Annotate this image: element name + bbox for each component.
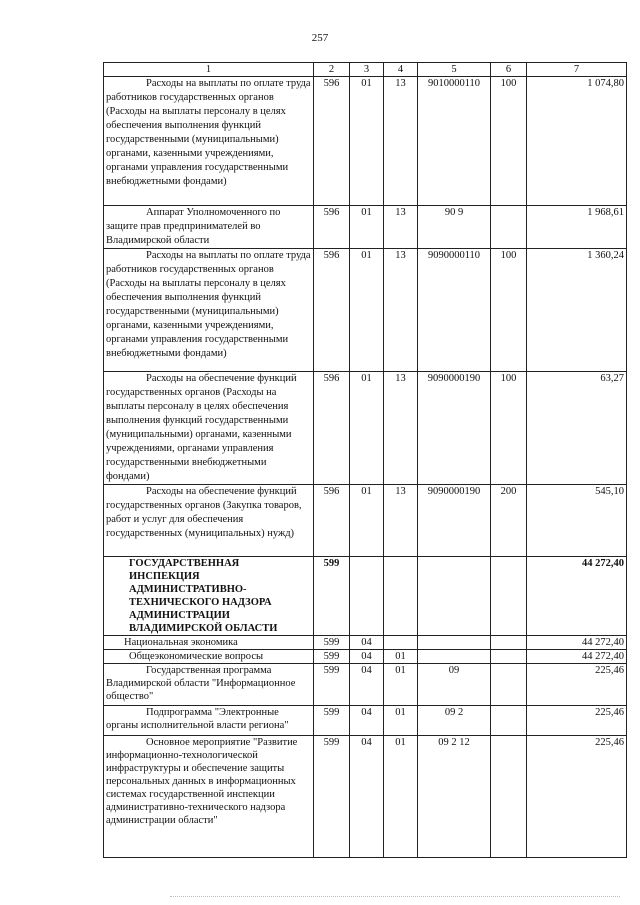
target-article-code: 9090000110 (418, 249, 491, 372)
column-header: 7 (527, 63, 627, 77)
ministry-code: 596 (314, 77, 350, 206)
section-code: 01 (350, 485, 384, 557)
expense-name: ГОСУДАРСТВЕННАЯ ИНСПЕКЦИЯ АДМИНИСТРАТИВНО-ТЕХНИЧЕСКОГО НАДЗОРА АДМИНИСТРАЦИИ ВЛАДИМИРСКОЙ ОБЛАСТИ (104, 557, 314, 636)
ministry-code: 596 (314, 249, 350, 372)
amount: 225,46 (527, 736, 627, 858)
section-code: 01 (350, 372, 384, 485)
expense-name: Основное мероприятие "Развитие информационно-технологической инфраструктуры и обеспечение защиты персональных данных в информационных системах государственной инспекции административно-технического надзора администрации области" (104, 736, 314, 858)
expense-name: Аппарат Уполномоченного по защите прав предпринимателей во Владимирской области (104, 206, 314, 249)
subsection-code: 01 (384, 664, 418, 706)
table-row (104, 736, 627, 858)
column-header: 6 (491, 63, 527, 77)
expense-type-code (491, 557, 527, 636)
table-row (104, 485, 627, 557)
ministry-code: 599 (314, 736, 350, 858)
expense-name: Расходы на выплаты по оплате труда работников государственных органов (Расходы на выплаты персоналу в целях обеспечения выполнения функций государственными (муниципальными) органами, казенными учреждениями, органами управления государственными внебюджетными фондами) (104, 249, 314, 372)
target-article-code: 09 2 (418, 706, 491, 736)
expense-type-code (491, 206, 527, 249)
table-row (104, 706, 627, 736)
column-header: 4 (384, 63, 418, 77)
scan-artifact-line (170, 895, 620, 897)
ministry-code: 599 (314, 557, 350, 636)
target-article-code: 09 (418, 664, 491, 706)
expense-type-code (491, 650, 527, 664)
amount: 1 074,80 (527, 77, 627, 206)
expense-name: Расходы на обеспечение функций государственных органов (Закупка товаров, работ и услуг для обеспечения государственных (муниципальных) нужд) (104, 485, 314, 557)
ministry-code: 596 (314, 206, 350, 249)
expense-name: Подпрограмма "Электронные органы исполнительной власти региона" (104, 706, 314, 736)
table-row (104, 249, 627, 372)
section-code: 01 (350, 206, 384, 249)
expense-type-code (491, 636, 527, 650)
expense-type-code: 100 (491, 77, 527, 206)
amount: 1 360,24 (527, 249, 627, 372)
section-code (350, 557, 384, 636)
subsection-code: 13 (384, 485, 418, 557)
amount: 1 968,61 (527, 206, 627, 249)
table-row (104, 77, 627, 206)
ministry-code: 596 (314, 485, 350, 557)
page-number: 257 (311, 32, 329, 44)
amount: 44 272,40 (527, 650, 627, 664)
expense-name: Расходы на обеспечение функций государственных органов (Расходы на выплаты персоналу в целях обеспечения выполнения функций государственными (муниципальными) органами, казенными учреждениями, органами управления государственными внебюджетными фондами) (104, 372, 314, 485)
table-row (104, 206, 627, 249)
section-code: 04 (350, 636, 384, 650)
expense-name: Общеэкономические вопросы (104, 650, 314, 664)
target-article-code: 09 2 12 (418, 736, 491, 858)
section-code: 01 (350, 77, 384, 206)
section-code: 04 (350, 706, 384, 736)
expense-type-code: 200 (491, 485, 527, 557)
table-row (104, 650, 627, 664)
section-code: 04 (350, 664, 384, 706)
amount: 44 272,40 (527, 636, 627, 650)
expense-type-code (491, 706, 527, 736)
ministry-code: 596 (314, 372, 350, 485)
target-article-code: 9090000190 (418, 485, 491, 557)
table-row (104, 372, 627, 485)
target-article-code: 9010000110 (418, 77, 491, 206)
amount: 225,46 (527, 664, 627, 706)
column-header: 2 (314, 63, 350, 77)
subsection-code (384, 557, 418, 636)
ministry-code: 599 (314, 636, 350, 650)
subsection-code: 13 (384, 206, 418, 249)
column-header: 5 (418, 63, 491, 77)
target-article-code (418, 636, 491, 650)
subsection-code (384, 636, 418, 650)
expense-type-code: 100 (491, 372, 527, 485)
expense-type-code: 100 (491, 249, 527, 372)
ministry-code: 599 (314, 650, 350, 664)
column-header: 1 (104, 63, 314, 77)
target-article-code: 90 9 (418, 206, 491, 249)
expense-name: Национальная экономика (104, 636, 314, 650)
subsection-code: 13 (384, 372, 418, 485)
target-article-code: 9090000190 (418, 372, 491, 485)
expense-type-code (491, 664, 527, 706)
expense-name: Расходы на выплаты по оплате труда работников государственных органов (Расходы на выплаты персоналу в целях обеспечения выполнения функций государственными (муниципальными) органами, казенными учреждениями, органами управления государственными внебюджетными фондами) (104, 77, 314, 206)
target-article-code (418, 557, 491, 636)
table-row (104, 664, 627, 706)
table-row (104, 557, 627, 636)
expense-name: Государственная программа Владимирской области "Информационное общество" (104, 664, 314, 706)
subsection-code: 01 (384, 736, 418, 858)
ministry-code: 599 (314, 664, 350, 706)
amount: 545,10 (527, 485, 627, 557)
column-header: 3 (350, 63, 384, 77)
subsection-code: 13 (384, 249, 418, 372)
budget-table (103, 62, 627, 858)
amount: 63,27 (527, 372, 627, 485)
subsection-code: 01 (384, 706, 418, 736)
amount: 44 272,40 (527, 557, 627, 636)
section-code: 04 (350, 736, 384, 858)
table-row (104, 636, 627, 650)
target-article-code (418, 650, 491, 664)
section-code: 01 (350, 249, 384, 372)
ministry-code: 599 (314, 706, 350, 736)
expense-type-code (491, 736, 527, 858)
section-code: 04 (350, 650, 384, 664)
subsection-code: 01 (384, 650, 418, 664)
table-header-row (104, 63, 627, 77)
subsection-code: 13 (384, 77, 418, 206)
amount: 225,46 (527, 706, 627, 736)
